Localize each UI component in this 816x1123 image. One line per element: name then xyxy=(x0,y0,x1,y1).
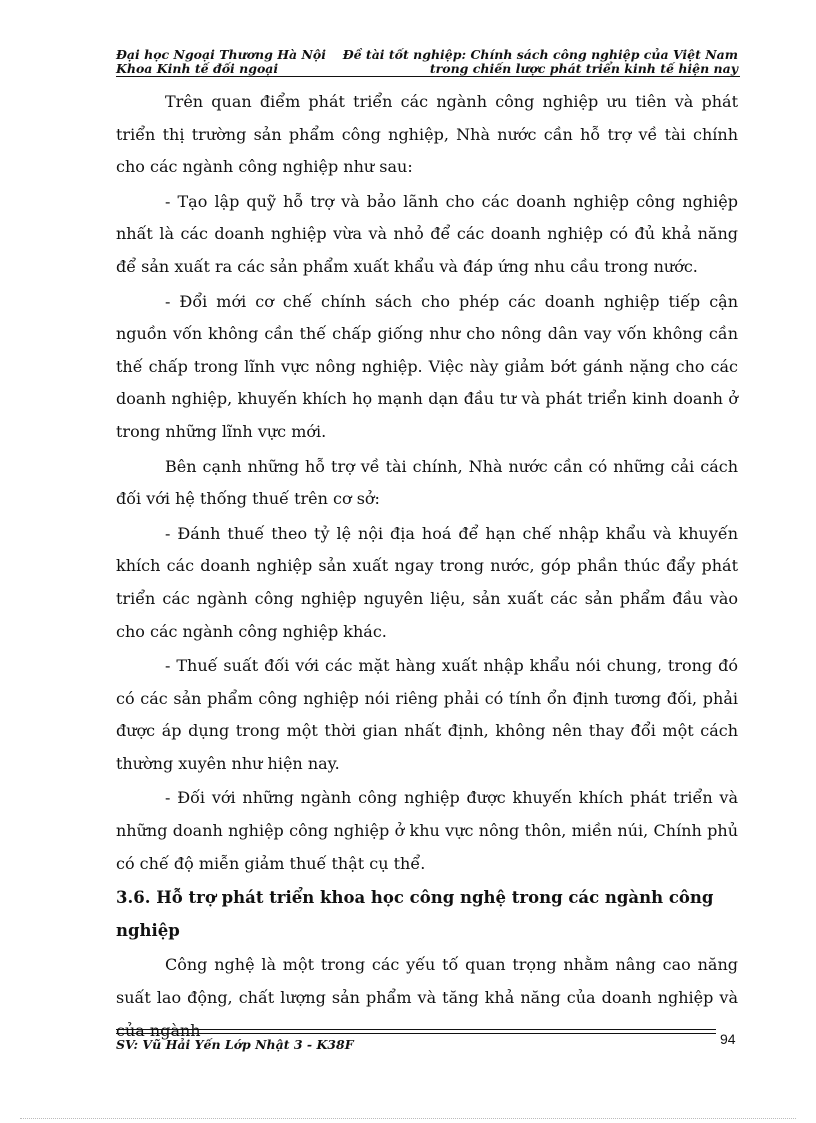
paragraph: - Tạo lập quỹ hỗ trợ và bảo lãnh cho các doanh nghiệp công nghiệp nhất là các doanh nghiệp vừa và nhỏ để các doanh nghiệp có đủ khả năng để sản xuất ra các sản phẩm xuất khẩu và đáp ứng nhu cầu trong nước. xyxy=(116,191,738,276)
paragraph: - Đối với những ngành công nghiệp được khuyến khích phát triển và những doanh nghiệp công nghiệp ở khu vực nông thôn, miền núi, Chính phủ có chế độ miễn giảm thuế thật cụ thể. xyxy=(116,788,738,873)
header-university: Đại học Ngoại Thương Hà Nội xyxy=(116,47,326,62)
footer-author: SV: Vũ Hải Yến Lớp Nhật 3 - K38F xyxy=(116,1037,354,1052)
paragraph: - Đánh thuế theo tỷ lệ nội địa hoá để hạn chế nhập khẩu và khuyến khích các doanh nghiệp sản xuất ngay trong nước, góp phần thúc đẩy phát triển các ngành công nghiệp nguyên liệu, sản xuất các sản phẩm đầu vào cho các ngành công nghiệp khác. xyxy=(116,523,738,641)
header-faculty: Khoa Kinh tế đối ngoại xyxy=(116,61,279,76)
paragraph: - Thuế suất đối với các mặt hàng xuất nhập khẩu nói chung, trong đó có các sản phẩm công nghiệp nói riêng phải có tính ổn định tương đối, phải được áp dụng trong một thời gian nhất định, không nên thay đổi một cách thường xuyên như hiện nay. xyxy=(116,656,738,773)
paragraph: Công nghệ là một trong các yếu tố quan trọng nhằm nâng cao năng suất lao động, chất lượng sản phẩm và tăng khả năng của doanh nghiệp và của ngành xyxy=(116,955,738,1040)
page-boundary xyxy=(20,1118,796,1119)
page-header xyxy=(116,48,740,78)
header-thesis-title: Đề tài tốt nghiệp: Chính sách công nghiệp của Việt Nam xyxy=(342,47,738,62)
page-body xyxy=(116,86,738,1049)
header-divider xyxy=(116,76,740,77)
section-heading: 3.6. Hỗ trợ phát triển khoa học công nghệ trong các ngành công nghiệp xyxy=(116,888,714,940)
paragraph: Trên quan điểm phát triển các ngành công nghiệp ưu tiên và phát triển thị trường sản phẩm công nghiệp, Nhà nước cần hỗ trợ về tài chính cho các ngành công nghiệp như sau: xyxy=(116,92,738,177)
page-number: 94 xyxy=(720,1031,736,1047)
footer-divider-thick xyxy=(116,1029,716,1030)
paragraph: - Đổi mới cơ chế chính sách cho phép các doanh nghiệp tiếp cận nguồn vốn không cần thế chấp giống như cho nông dân vay vốn không cần thế chấp trong lĩnh vực nông nghiệp. Việc này giảm bớt gánh nặng cho các doanh nghiệp, khuyến khích họ mạnh dạn đầu tư và phát triển kinh doanh ở trong những lĩnh vực mới. xyxy=(116,291,738,441)
paragraph: Bên cạnh những hỗ trợ về tài chính, Nhà nước cần có những cải cách đối với hệ thống thuế trên cơ sở: xyxy=(116,456,738,509)
footer-divider-thin xyxy=(116,1033,716,1034)
header-thesis-subtitle: trong chiến lược phát triển kinh tế hiện nay xyxy=(429,61,738,76)
